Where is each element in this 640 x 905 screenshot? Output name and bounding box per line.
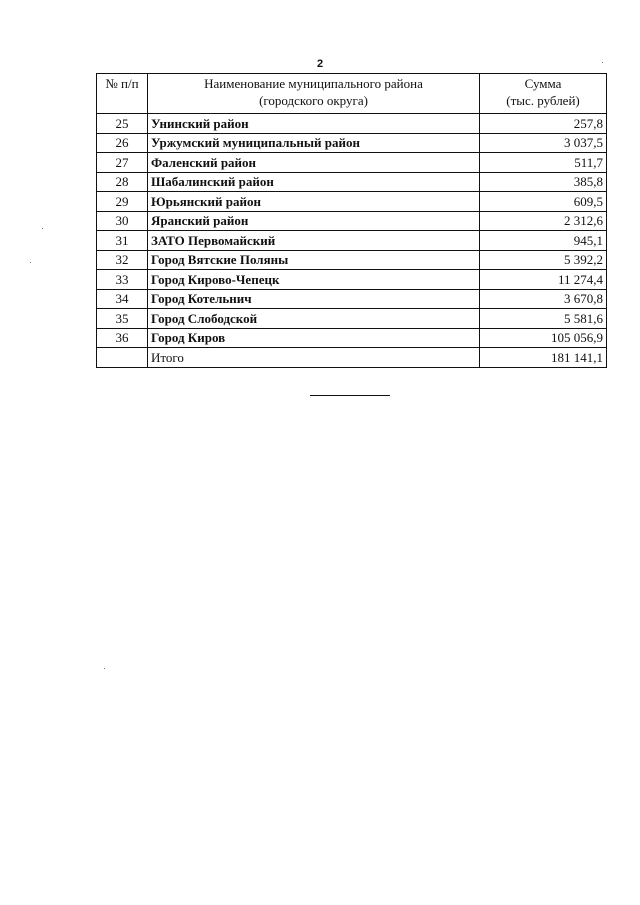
page-number: 2 bbox=[316, 58, 324, 70]
header-row bbox=[97, 74, 607, 114]
row-number: 28 bbox=[97, 172, 148, 192]
table-row bbox=[97, 114, 607, 134]
total-amount: 181 141,1 bbox=[480, 348, 607, 368]
total-row bbox=[97, 348, 607, 368]
district-name: Город Котельнич bbox=[148, 289, 480, 309]
table-row bbox=[97, 133, 607, 153]
amount: 2 312,6 bbox=[480, 211, 607, 231]
allocation-table bbox=[96, 73, 607, 368]
district-name: ЗАТО Первомайский bbox=[148, 231, 480, 251]
header-name-line1: Наименование муниципального района bbox=[204, 76, 423, 91]
district-name: Город Слободской bbox=[148, 309, 480, 329]
header-name bbox=[148, 74, 480, 114]
amount: 945,1 bbox=[480, 231, 607, 251]
scan-speck bbox=[42, 228, 43, 229]
table-row bbox=[97, 231, 607, 251]
table-row bbox=[97, 309, 607, 329]
total-label: Итого bbox=[148, 348, 480, 368]
amount: 11 274,4 bbox=[480, 270, 607, 290]
table-row bbox=[97, 250, 607, 270]
district-name: Шабалинский район bbox=[148, 172, 480, 192]
table-header bbox=[97, 74, 607, 114]
row-number: 35 bbox=[97, 309, 148, 329]
table-body bbox=[97, 114, 607, 368]
amount: 511,7 bbox=[480, 153, 607, 173]
total-number bbox=[97, 348, 148, 368]
row-number: 27 bbox=[97, 153, 148, 173]
header-sum-line1: Сумма bbox=[524, 76, 562, 91]
table-row bbox=[97, 270, 607, 290]
row-number: 25 bbox=[97, 114, 148, 134]
table-row bbox=[97, 211, 607, 231]
header-number-label: № п/п bbox=[105, 76, 139, 91]
table-row bbox=[97, 153, 607, 173]
row-number: 34 bbox=[97, 289, 148, 309]
row-number: 32 bbox=[97, 250, 148, 270]
table-row bbox=[97, 172, 607, 192]
row-number: 31 bbox=[97, 231, 148, 251]
district-name: Яранский район bbox=[148, 211, 480, 231]
district-name: Уржумский муниципальный район bbox=[148, 133, 480, 153]
amount: 609,5 bbox=[480, 192, 607, 212]
table-row bbox=[97, 192, 607, 212]
amount: 5 581,6 bbox=[480, 309, 607, 329]
amount: 385,8 bbox=[480, 172, 607, 192]
amount: 257,8 bbox=[480, 114, 607, 134]
end-separator-line bbox=[310, 395, 390, 396]
header-sum-line2: (тыс. рублей) bbox=[506, 93, 580, 108]
amount: 3 670,8 bbox=[480, 289, 607, 309]
district-name: Юрьянский район bbox=[148, 192, 480, 212]
scan-speck bbox=[30, 262, 31, 263]
table-row bbox=[97, 328, 607, 348]
row-number: 30 bbox=[97, 211, 148, 231]
amount: 105 056,9 bbox=[480, 328, 607, 348]
row-number: 26 bbox=[97, 133, 148, 153]
table-row bbox=[97, 289, 607, 309]
district-name: Город Киров bbox=[148, 328, 480, 348]
row-number: 36 bbox=[97, 328, 148, 348]
row-number: 29 bbox=[97, 192, 148, 212]
header-name-line2: (городского округа) bbox=[259, 93, 368, 108]
district-name: Фаленский район bbox=[148, 153, 480, 173]
scan-speck bbox=[104, 668, 105, 669]
header-sum bbox=[480, 74, 607, 114]
district-name: Город Кирово-Чепецк bbox=[148, 270, 480, 290]
scan-speck bbox=[602, 62, 603, 63]
row-number: 33 bbox=[97, 270, 148, 290]
district-name: Унинский район bbox=[148, 114, 480, 134]
amount: 5 392,2 bbox=[480, 250, 607, 270]
district-name: Город Вятские Поляны bbox=[148, 250, 480, 270]
amount: 3 037,5 bbox=[480, 133, 607, 153]
header-number bbox=[97, 74, 148, 114]
